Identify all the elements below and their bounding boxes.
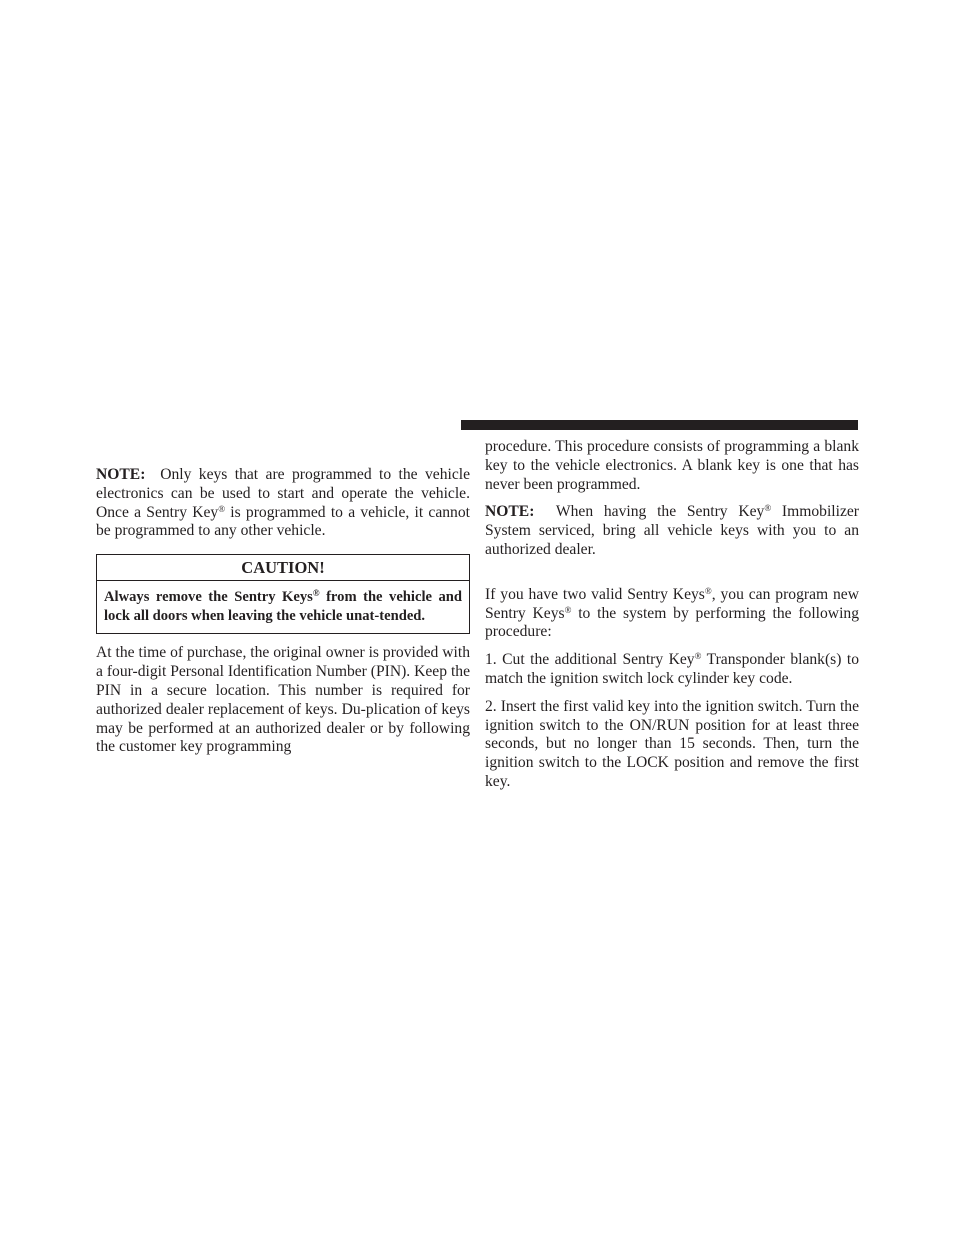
registered-mark: ® [564,604,572,615]
step-2-paragraph: 2. Insert the first valid key into the ignition switch. Turn the ignition switch to the ON/RUN position for at least three seconds, but no longer than 15 seconds. Then, turn the ignition switch to the LOCK position and remove the first key. [485,697,859,790]
registered-mark: ® [312,588,320,599]
step-1-text-a: 1. Cut the additional Sentry Key [485,651,695,669]
caution-text-a: Always remove the Sentry Keys [104,589,313,606]
caution-box [96,554,470,634]
intro-text-b: , you can program new Sentry Keys [485,585,859,622]
caution-text-b: from the vehicle and lock all doors when leaving the vehicle unat-tended. [104,589,462,624]
left-column [96,466,470,757]
registered-mark: ® [764,503,772,514]
step-1-text-b: Transponder blank(s) to match the ignition switch lock cylinder key code. [485,651,859,687]
programming-intro-paragraph [485,586,859,642]
note-label: NOTE: [96,466,146,483]
registered-mark: ® [694,651,702,662]
procedure-paragraph: procedure. This procedure consists of programming a blank key to the vehicle electronics. A blank key is one that has never been programmed. [485,438,859,493]
registered-mark: ® [704,585,712,596]
intro-text-c: to the system by performing the following procedure: [485,604,859,641]
section-header-rule [461,420,858,430]
note-paragraph-2 [485,503,859,559]
registered-mark: ® [218,503,226,514]
note-text: Only keys that are programmed to the vehicle electronics can be used to start and operate the vehicle. Once a Sentry Key [96,466,471,521]
note-label: NOTE: [485,503,535,521]
intro-text-a: If you have two valid Sentry Keys [485,585,705,603]
caution-title: CAUTION! [97,555,469,581]
note-text-cont: Immobilizer System serviced, bring all vehicle keys with you to an authorized dealer. [485,503,860,558]
right-column [485,438,859,792]
note-paragraph [96,466,470,541]
caution-text [97,581,469,633]
note-text: When having the Sentry Key [555,503,765,521]
pin-paragraph: At the time of purchase, the original owner is provided with a four-digit Personal Identification Number (PIN). Keep the PIN in a secure location. This number is required for authorized dealer replacement of keys. Du-plication of keys may be performed at an authorized dealer or by following the customer key programming [96,644,470,756]
note-text-cont: is programmed to a vehicle, it cannot be programmed to any other vehicle. [96,503,470,540]
step-1-paragraph [485,651,859,689]
